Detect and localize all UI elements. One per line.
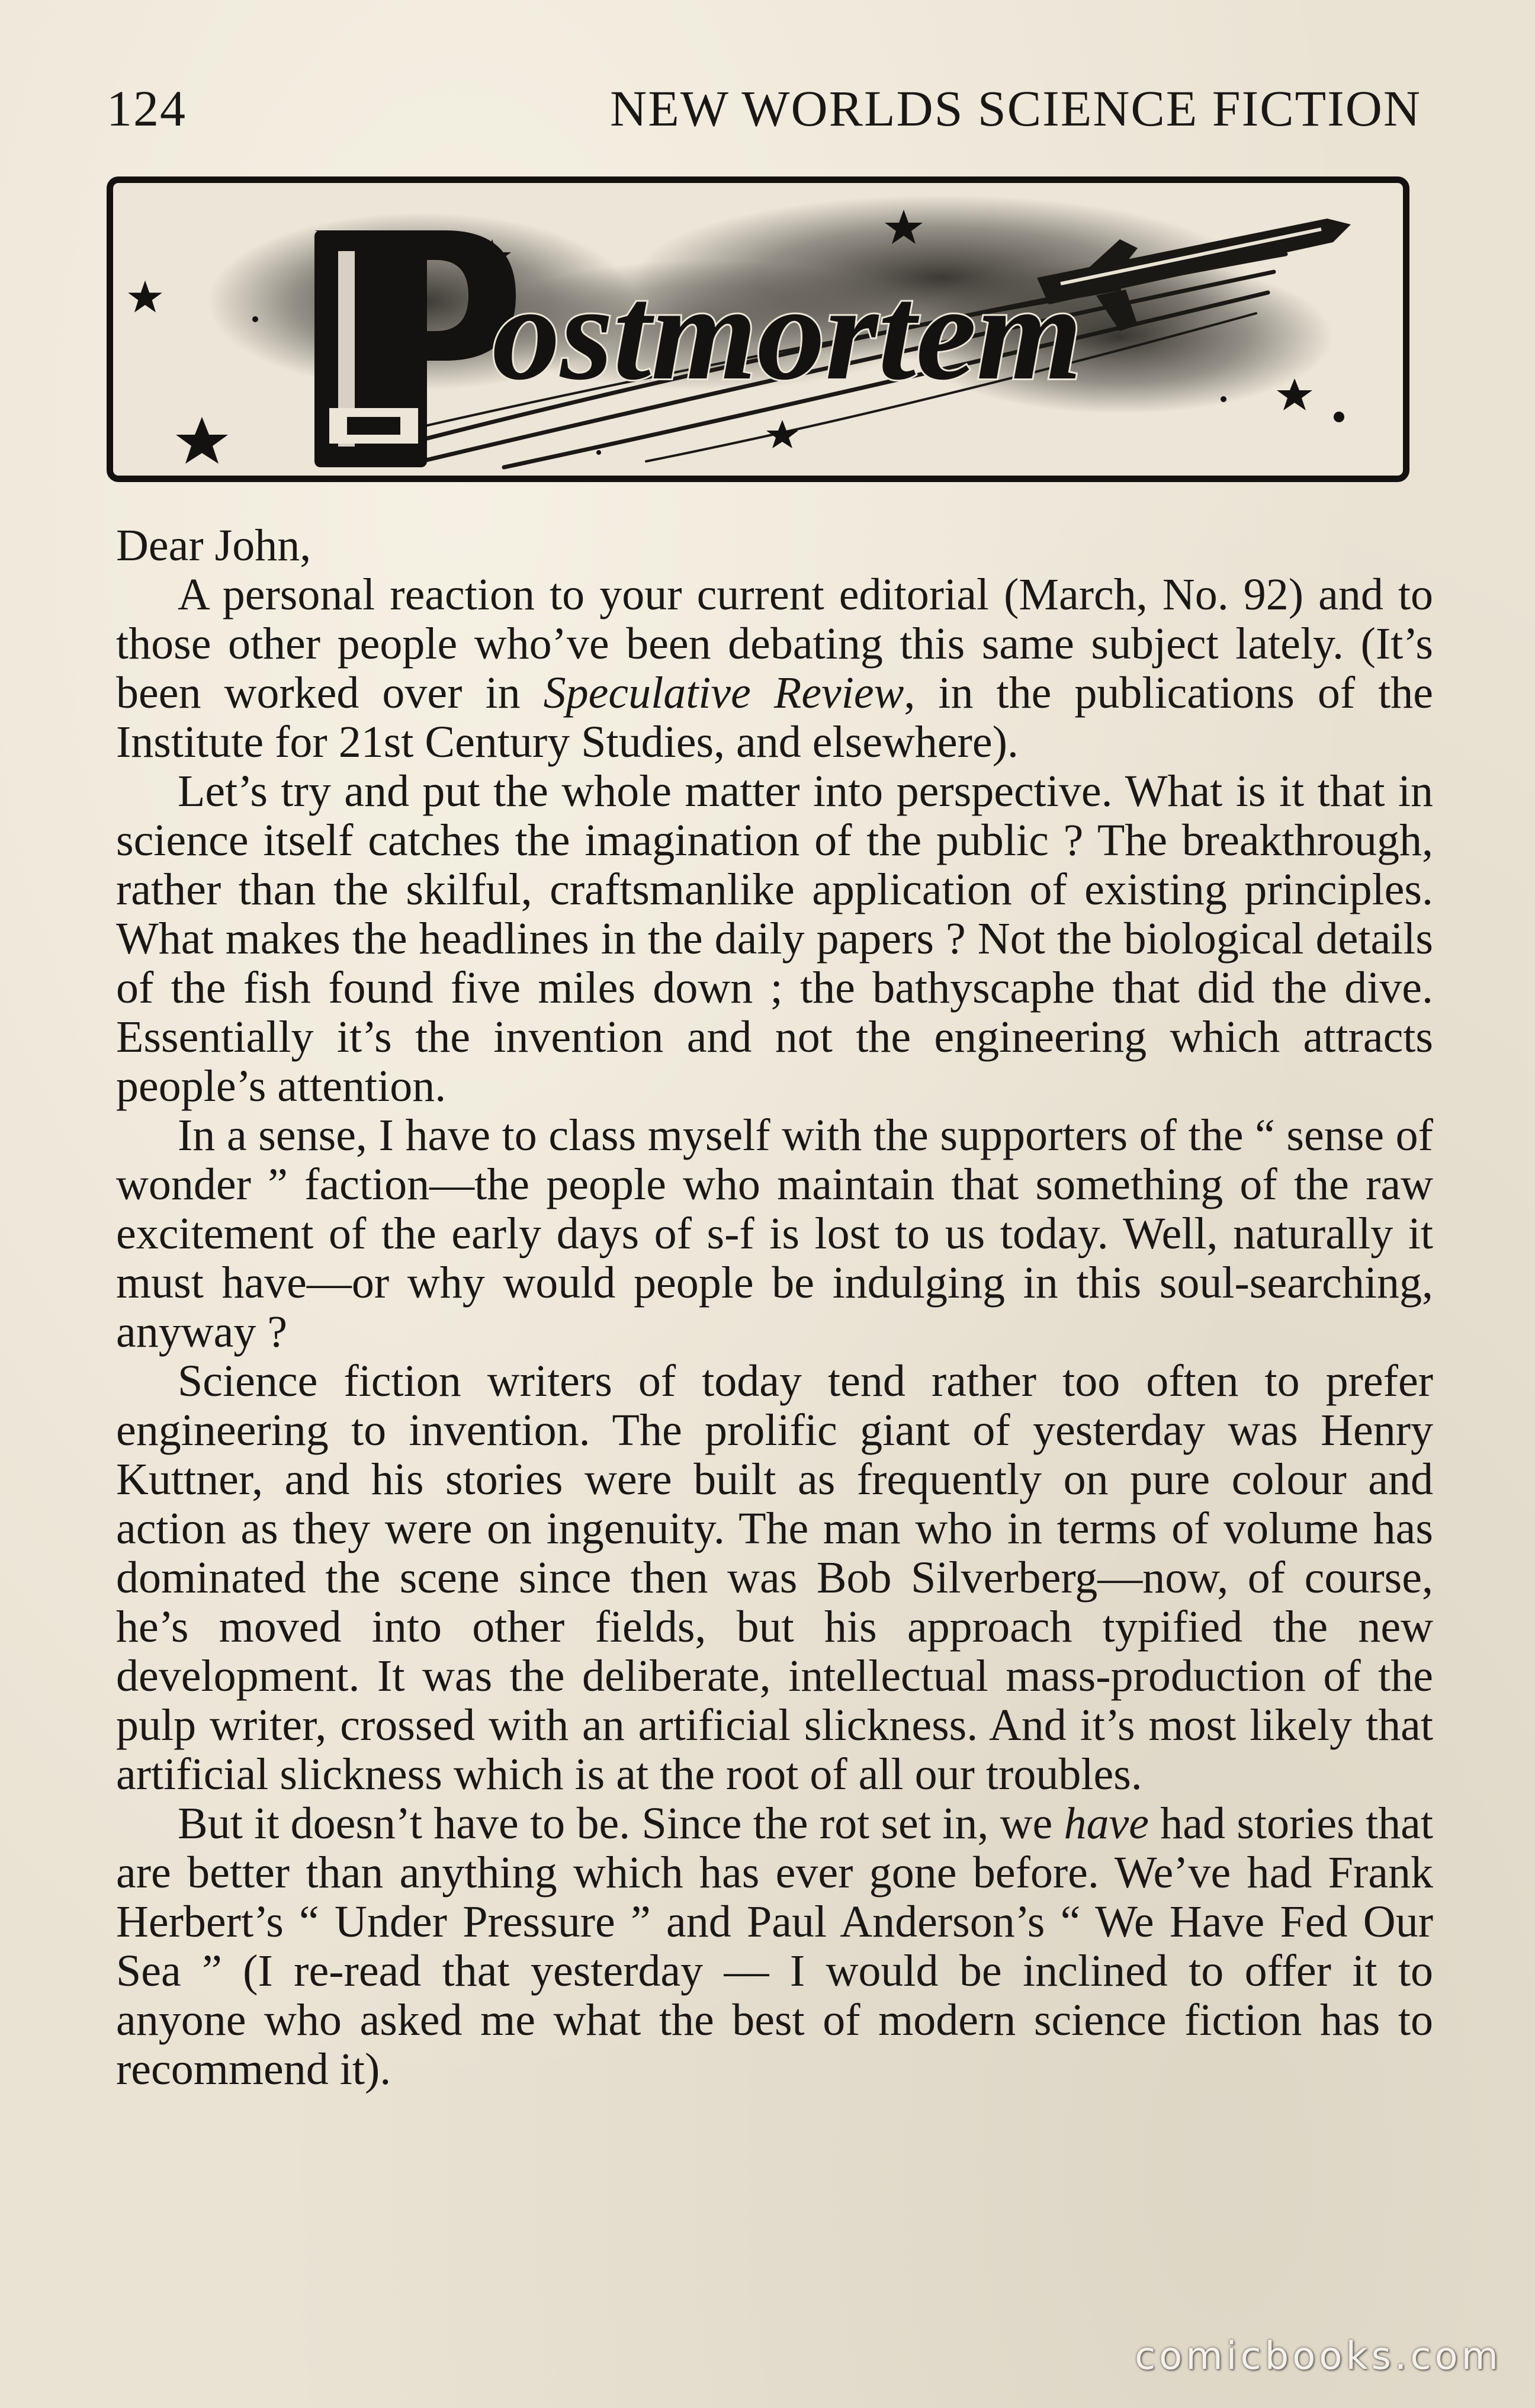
letter-paragraph	[116, 1799, 1433, 2094]
star-icon	[176, 417, 228, 464]
journal-title: NEW WORLDS SCIENCE FICTION	[610, 80, 1421, 137]
paragraph-text: But it doesn’t have to be. Since the rot set in, we	[178, 1799, 1064, 1848]
paragraph-text: had stories that are better than anything which has ever gone before. We’ve had Frank Herbert’s “ Under Pressure ” and Paul Anderson’s “ We Have Fed Our Sea ” (I re-read that yesterday — I would be inclined to offer it to anyone who asked me what the best of modern science fiction has to recommend it).	[116, 1799, 1434, 2094]
letter-body	[116, 521, 1433, 2094]
paragraph-text: Let’s try and put the whole matter into perspective. What is it that in science itself catches the imagination of the public ? The breakthrough, rather than the skilful, craftsmanlike application of existing principles. What makes the headlines in the daily papers ? Not the biological details of the fish found five miles down ; the bathyscaphe that did the dive. Essentially it’s the invention and not the engineering which attracts people’s attention.	[116, 766, 1433, 1111]
paragraph-text: A personal reaction to your current editorial (March, No. 92) and to those other people who’ve been debating this same subject lately. (It’s been worked over in	[116, 570, 1433, 718]
block-letter-p	[314, 230, 516, 467]
running-head	[107, 76, 1421, 141]
paragraph-text: , in the publications of the Institute for 21st Century Studies, and elsewhere).	[116, 668, 1434, 767]
letter-paragraph	[116, 767, 1433, 1111]
star-icon	[128, 281, 162, 313]
page-number: 124	[107, 80, 187, 137]
letter-paragraph	[116, 1111, 1433, 1357]
paragraph-text: Science fiction writers of today tend rather too often to prefer engineering to invention. The prolific giant of yesterday was Henry Kuttner, and his stories were built as frequently on pure colour and action as they were on ingenuity. The man who in terms of volume has dominated the scene since then was Bob Silverberg—now, of course, he’s moved into other fields, but his approach typified the new development. It was the deliberate, intellectual mass-production of the pulp writer, crossed with an artificial slickness. And it’s most likely that artificial slickness which is at the root of all our troubles.	[116, 1356, 1433, 1799]
banner-illustration	[113, 183, 1403, 476]
watermark: comicbooks.com	[1134, 2335, 1502, 2378]
paragraph-text: In a sense, I have to class myself with the supporters of the “ sense of wonder ” faction—the people who maintain that something of the raw excitement of the early days of s-f is lost to us today. Well, naturally it must have—or why would people be indulging in this soul-searching, anyway ?	[116, 1110, 1433, 1357]
banner-title: ostmortem	[492, 257, 1083, 408]
letter-paragraph	[116, 1357, 1433, 1799]
star-icon	[766, 420, 798, 448]
italic-text: Speculative Review	[543, 668, 904, 718]
letter-paragraph	[116, 570, 1433, 767]
salutation: Dear John,	[116, 521, 312, 570]
italic-text: have	[1064, 1799, 1149, 1848]
postmortem-banner	[107, 176, 1409, 482]
